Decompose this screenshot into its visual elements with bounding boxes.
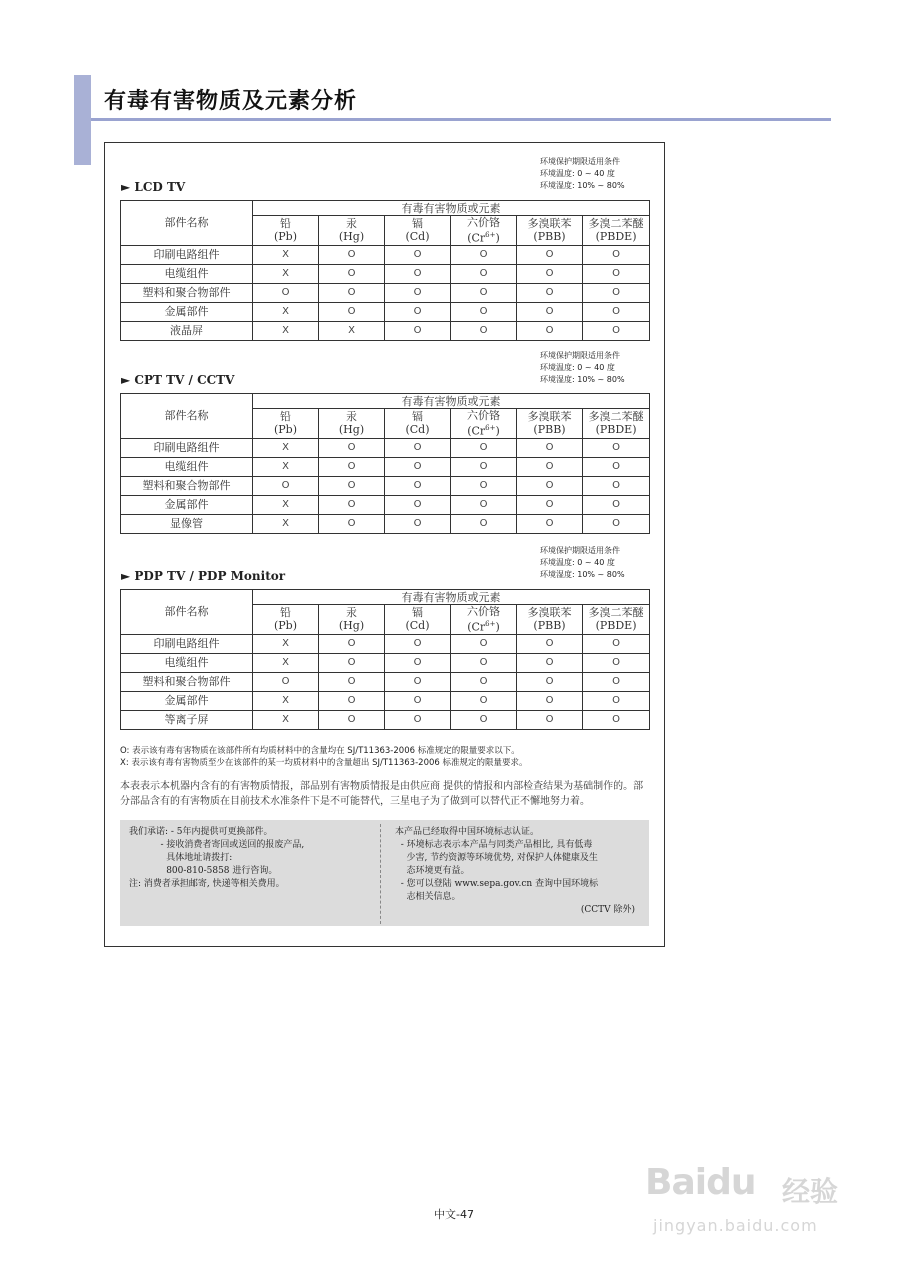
value-cell: X (253, 710, 319, 729)
value-cell: O (385, 672, 451, 691)
value-cell: X (253, 514, 319, 533)
value-cell: O (319, 710, 385, 729)
value-cell: O (385, 634, 451, 653)
value-cell: O (517, 710, 583, 729)
value-cell: O (385, 438, 451, 457)
element-symbol-close: ) (495, 620, 500, 634)
element-header (385, 605, 451, 635)
value-cell: O (319, 514, 385, 533)
element-symbol-close: ) (495, 231, 500, 245)
cond-line: 环境保护期限适用条件 (540, 157, 620, 166)
cond-line: 环境湿度: 10% ~ 80% (540, 181, 625, 190)
value-cell: O (451, 302, 517, 321)
element-header (517, 605, 583, 635)
value-cell: O (583, 672, 650, 691)
promise-line: - 接收消费者寄回或送回的报废产品, (129, 840, 305, 850)
element-symbol (319, 423, 384, 436)
value-cell: O (451, 264, 517, 283)
element-header (253, 605, 319, 635)
element-symbol (583, 619, 649, 632)
cond-line: 环境湿度: 10% ~ 80% (540, 375, 625, 384)
value-cell: X (253, 245, 319, 264)
value-cell: O (583, 710, 650, 729)
cond-line: 环境保护期限适用条件 (540, 351, 620, 360)
value-cell: O (319, 476, 385, 495)
part-name-cell: 塑料和聚合物部件 (121, 283, 253, 302)
element-symbol-text: (Cd) (405, 423, 430, 437)
element-name: 铅 (280, 606, 291, 620)
value-cell: O (319, 495, 385, 514)
element-symbol (319, 619, 384, 632)
value-cell: O (517, 438, 583, 457)
value-cell: O (319, 672, 385, 691)
value-cell: O (583, 321, 650, 340)
element-symbol (385, 423, 450, 436)
element-symbol-text: (Pb) (273, 619, 298, 633)
element-symbol (517, 619, 582, 632)
element-symbol (451, 229, 516, 245)
promise-box-divider (380, 824, 381, 924)
element-name: 汞 (346, 217, 357, 231)
part-name-cell: 电缆组件 (121, 457, 253, 476)
element-symbol-text: (PBB) (533, 230, 566, 244)
element-symbol (451, 618, 516, 634)
substance-table (120, 589, 650, 730)
env-conditions (540, 156, 625, 192)
part-name-header: 部件名称 (121, 201, 253, 246)
value-cell: O (517, 264, 583, 283)
element-symbol (583, 423, 649, 436)
value-cell: O (583, 245, 650, 264)
promise-line: 少害, 节约资源等环境优势, 对保护人体健康及生 (395, 853, 598, 863)
promise-line: - 环境标志表示本产品与同类产品相比, 具有低毒 (395, 840, 593, 850)
promise-right (395, 826, 645, 917)
value-cell: O (517, 653, 583, 672)
value-cell: O (517, 634, 583, 653)
element-name: 铅 (280, 217, 291, 231)
value-cell: O (319, 691, 385, 710)
title-underline (91, 118, 831, 121)
element-symbol-text: (Hg) (338, 230, 365, 244)
value-cell: O (451, 245, 517, 264)
table-row (121, 634, 650, 653)
value-cell: O (583, 514, 650, 533)
part-name-cell: 金属部件 (121, 691, 253, 710)
element-symbol-text: (PBDE) (595, 619, 637, 633)
element-name: 多溴联苯 (527, 606, 572, 620)
table-row (121, 245, 650, 264)
element-name: 镉 (412, 217, 423, 231)
value-cell: O (451, 476, 517, 495)
value-cell: O (451, 710, 517, 729)
element-name: 多溴联苯 (527, 410, 572, 424)
table-row (121, 283, 650, 302)
element-header (517, 409, 583, 439)
element-name: 镉 (412, 410, 423, 424)
cond-line: 环境温度: 0 ~ 40 度 (540, 558, 615, 567)
substance-group-header: 有毒有害物质或元素 (253, 201, 650, 216)
value-cell: O (253, 283, 319, 302)
promise-left (129, 826, 304, 891)
cond-line: 环境温度: 0 ~ 40 度 (540, 363, 615, 372)
page-number: 中文-47 (434, 1208, 474, 1221)
value-cell: O (451, 653, 517, 672)
part-name-cell: 印刷电路组件 (121, 245, 253, 264)
value-cell: O (517, 476, 583, 495)
element-symbol-text: (Hg) (338, 423, 365, 437)
element-header (583, 216, 650, 246)
value-cell: O (385, 302, 451, 321)
baidu-watermark (645, 1148, 855, 1258)
element-name: 六价铬 (467, 409, 500, 422)
value-cell: O (517, 672, 583, 691)
element-header (583, 409, 650, 439)
note-o: O: 表示该有毒有害物质在该部件所有均质材料中的含量均在 SJ/T11363-2006 标准规定的限量要求以下。 (120, 746, 520, 756)
value-cell: X (253, 653, 319, 672)
baidu-logo: Baidu (645, 1162, 756, 1203)
promise-line: 注: 消费者承担邮寄, 快递等相关费用。 (129, 879, 285, 889)
element-superscript: 6+ (485, 424, 496, 432)
element-symbol (385, 230, 450, 243)
value-cell: O (583, 653, 650, 672)
element-symbol-text: (Cr (467, 620, 486, 634)
element-symbol (451, 422, 516, 438)
element-name: 汞 (346, 606, 357, 620)
part-name-header: 部件名称 (121, 590, 253, 635)
element-header (451, 605, 517, 635)
promise-line: 我们承诺: - 5年内提供可更换部件。 (129, 827, 273, 837)
table-row (121, 302, 650, 321)
table-row (121, 514, 650, 533)
value-cell: O (385, 283, 451, 302)
value-cell: O (319, 653, 385, 672)
part-name-cell: 金属部件 (121, 302, 253, 321)
value-cell: O (517, 283, 583, 302)
value-cell: O (253, 476, 319, 495)
value-cell: O (517, 457, 583, 476)
substance-group-header: 有毒有害物质或元素 (253, 394, 650, 409)
value-cell: O (517, 691, 583, 710)
element-symbol (583, 230, 649, 243)
element-header (253, 216, 319, 246)
table-header-row (121, 201, 650, 216)
value-cell: O (385, 264, 451, 283)
cond-line: 环境保护期限适用条件 (540, 546, 620, 555)
element-name: 汞 (346, 410, 357, 424)
value-cell: O (451, 321, 517, 340)
value-cell: O (319, 634, 385, 653)
element-header (319, 605, 385, 635)
value-cell: O (451, 438, 517, 457)
part-name-cell: 印刷电路组件 (121, 634, 253, 653)
value-cell: O (253, 672, 319, 691)
value-cell: O (385, 245, 451, 264)
element-name: 六价铬 (467, 216, 500, 229)
value-cell: O (583, 283, 650, 302)
table-row (121, 264, 650, 283)
element-symbol-text: (Pb) (273, 230, 298, 244)
value-cell: O (385, 710, 451, 729)
element-symbol-text: (PBB) (533, 619, 566, 633)
element-name: 多溴联苯 (527, 217, 572, 231)
value-cell: O (451, 457, 517, 476)
promise-line: 800-810-5858 进行咨询。 (129, 866, 278, 876)
table-row (121, 495, 650, 514)
value-cell: O (517, 302, 583, 321)
substance-table (120, 200, 650, 341)
element-name: 镉 (412, 606, 423, 620)
section-title: ► CPT TV / CCTV (121, 373, 235, 387)
element-symbol (253, 423, 318, 436)
promise-line: 志相关信息。 (395, 892, 461, 902)
value-cell: O (385, 457, 451, 476)
element-superscript: 6+ (485, 231, 496, 239)
value-cell: X (253, 321, 319, 340)
element-header (451, 216, 517, 246)
table-row (121, 321, 650, 340)
value-cell: X (253, 691, 319, 710)
table-row (121, 457, 650, 476)
value-cell: O (583, 438, 650, 457)
element-symbol-text: (Cd) (405, 230, 430, 244)
value-cell: O (583, 302, 650, 321)
element-header (253, 409, 319, 439)
value-cell: O (517, 495, 583, 514)
value-cell: O (319, 245, 385, 264)
section-title: ► PDP TV / PDP Monitor (121, 569, 286, 583)
info-paragraph: 本表表示本机器内含有的有害物质情报，部品别有害物质情报是由供应商 提供的情报和内部检查结果为基础制作的。部分部品含有的有害物质在目前技术水准条件下是不可能替代，三星电子为了做到可以替代正不懈地努力着。 (120, 781, 644, 807)
element-header (385, 409, 451, 439)
part-name-cell: 电缆组件 (121, 264, 253, 283)
value-cell: X (253, 302, 319, 321)
table-header-row (121, 394, 650, 409)
value-cell: X (253, 457, 319, 476)
value-cell: X (253, 495, 319, 514)
part-name-cell: 液晶屏 (121, 321, 253, 340)
env-conditions (540, 545, 625, 581)
part-name-cell: 显像管 (121, 514, 253, 533)
value-cell: X (253, 264, 319, 283)
element-symbol-close: ) (495, 424, 500, 438)
value-cell: O (451, 283, 517, 302)
part-name-cell: 等离子屏 (121, 710, 253, 729)
env-conditions (540, 350, 625, 386)
value-cell: O (583, 457, 650, 476)
part-name-cell: 电缆组件 (121, 653, 253, 672)
value-cell: O (385, 476, 451, 495)
value-cell: O (319, 283, 385, 302)
value-cell: O (517, 245, 583, 264)
element-superscript: 6+ (485, 620, 496, 628)
element-symbol-text: (Pb) (273, 423, 298, 437)
element-symbol-text: (Cd) (405, 619, 430, 633)
promise-line: - 您可以登陆 www.sepa.gov.cn 查询中国环境标 (395, 879, 599, 889)
table-header-row (121, 590, 650, 605)
cond-line: 环境温度: 0 ~ 40 度 (540, 169, 615, 178)
element-symbol-text: (PBDE) (595, 230, 637, 244)
table-row (121, 476, 650, 495)
value-cell: O (451, 672, 517, 691)
element-header (385, 216, 451, 246)
value-cell: O (451, 514, 517, 533)
promise-line: 本产品已经取得中国环境标志认证。 (395, 827, 540, 837)
element-symbol (517, 423, 582, 436)
element-symbol (517, 230, 582, 243)
element-symbol (253, 230, 318, 243)
element-symbol-text: (Hg) (338, 619, 365, 633)
value-cell: O (583, 691, 650, 710)
element-symbol-text: (Cr (467, 424, 486, 438)
value-cell: O (385, 495, 451, 514)
element-symbol (319, 230, 384, 243)
value-cell: O (385, 514, 451, 533)
promise-line: 态环境更有益。 (395, 866, 470, 876)
element-symbol-text: (PBDE) (595, 423, 637, 437)
value-cell: O (451, 495, 517, 514)
element-symbol (253, 619, 318, 632)
element-name: 六价铬 (467, 605, 500, 618)
substance-group-header: 有毒有害物质或元素 (253, 590, 650, 605)
part-name-cell: 金属部件 (121, 495, 253, 514)
value-cell: O (385, 653, 451, 672)
value-cell: X (253, 634, 319, 653)
promise-line: 具体地址请拨打: (129, 853, 233, 863)
value-cell: O (517, 514, 583, 533)
element-name: 多溴二苯醚 (588, 217, 644, 231)
cond-line: 环境湿度: 10% ~ 80% (540, 570, 625, 579)
section-title: ► LCD TV (121, 180, 186, 194)
element-header (451, 409, 517, 439)
value-cell: X (253, 438, 319, 457)
title-accent-bar (74, 75, 91, 165)
value-cell: O (517, 321, 583, 340)
table-row (121, 653, 650, 672)
value-cell: O (451, 691, 517, 710)
element-name: 多溴二苯醚 (588, 606, 644, 620)
value-cell: O (319, 438, 385, 457)
value-cell: O (583, 634, 650, 653)
element-header (517, 216, 583, 246)
part-name-header: 部件名称 (121, 394, 253, 439)
watermark-text: 经验 (782, 1175, 839, 1208)
legend-notes (120, 745, 528, 769)
table-row (121, 710, 650, 729)
value-cell: O (385, 321, 451, 340)
page-title: 有毒有害物质及元素分析 (104, 89, 358, 114)
table-row (121, 691, 650, 710)
value-cell: O (385, 691, 451, 710)
element-symbol (385, 619, 450, 632)
element-symbol-text: (PBB) (533, 423, 566, 437)
value-cell: O (319, 264, 385, 283)
value-cell: O (583, 264, 650, 283)
part-name-cell: 印刷电路组件 (121, 438, 253, 457)
element-name: 多溴二苯醚 (588, 410, 644, 424)
element-header (319, 409, 385, 439)
value-cell: O (319, 302, 385, 321)
element-name: 铅 (280, 410, 291, 424)
note-x: X: 表示该有毒有害物质至少在该部件的某一均质材料中的含量超出 SJ/T11363-2006 标准规定的限量要求。 (120, 758, 528, 768)
element-header (583, 605, 650, 635)
promise-footnote: (CCTV 除外) (580, 905, 635, 915)
table-row (121, 438, 650, 457)
value-cell: O (583, 476, 650, 495)
value-cell: O (451, 634, 517, 653)
table-row (121, 672, 650, 691)
value-cell: O (319, 457, 385, 476)
value-cell: O (583, 495, 650, 514)
watermark-url: jingyan.baidu.com (653, 1216, 818, 1235)
part-name-cell: 塑料和聚合物部件 (121, 476, 253, 495)
element-symbol-text: (Cr (467, 231, 486, 245)
substance-table (120, 393, 650, 534)
element-header (319, 216, 385, 246)
value-cell: X (319, 321, 385, 340)
part-name-cell: 塑料和聚合物部件 (121, 672, 253, 691)
